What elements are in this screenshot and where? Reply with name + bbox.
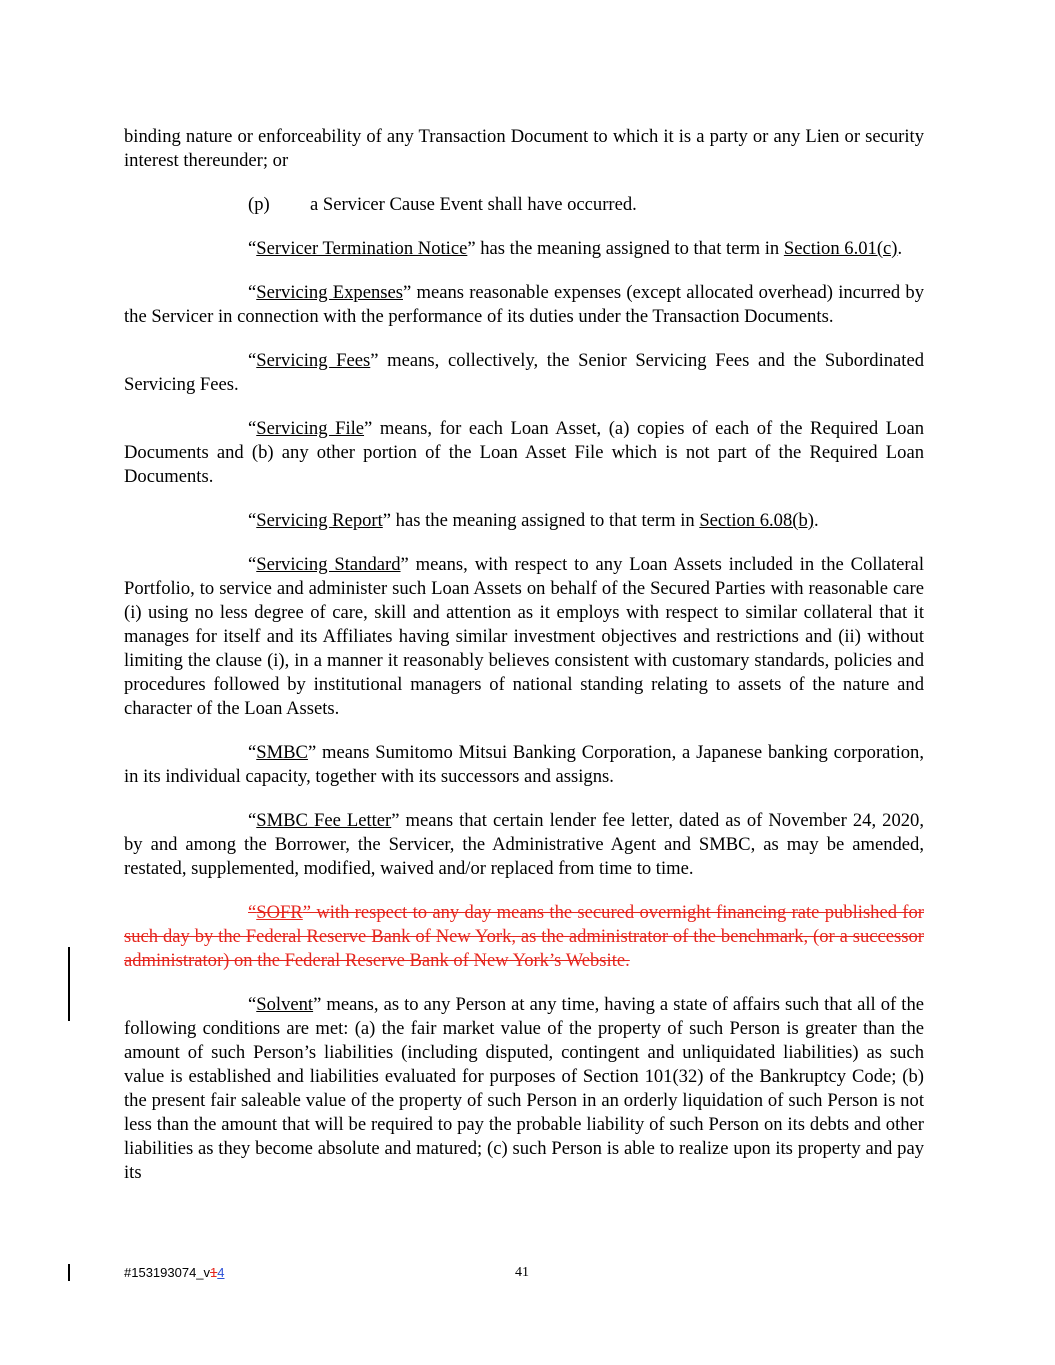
list-item-number: (p) (248, 194, 270, 215)
section-reference: Section 6.01(c) (783, 238, 898, 259)
definition-solvent: “Solvent” means, as to any Person at any time, having a state of affairs such that all of the following conditions are met: (a) the fair market value of the property of such Person is greater than the amount of such Person’s liabilities (including disputed, contingent and unliquidated liabilities) as such value is established and liabilities evaluated for purposes of Section 101(32) of the Bankruptcy Code; (b) the present fair saleable value of the property of such Person in an orderly liquidation of such Person is not less than the amount that will be required to pay the probable liability of such Person on its debts and other liabilities as they become absolute and matured; (c) such Person is able to realize upon its property and pay its (124, 994, 924, 1183)
defined-term: Servicer Termination Notice (256, 238, 468, 259)
change-bar-footer (68, 1264, 70, 1281)
definition-servicing-standard: “Servicing Standard” means, with respect to any Loan Assets included in the Collateral Portfolio, to service and administer such Loan Assets on behalf of the Secured Parties with reasonable care (i) using no less degree of care, skill and attention as it employs with respect to similar collateral that it manages for itself and its Affiliates having similar investment objectives and restrictions and (ii) without limiting the clause (i), in a manner it reasonably believes consistent with customary standards, policies and procedures followed by institutional managers of national standing relating to assets of the nature and character of the Loan Assets. (124, 554, 924, 719)
document-body (124, 125, 924, 1205)
defined-term: Servicing Expenses (256, 282, 403, 303)
deleted-version: 1 (210, 1265, 218, 1280)
deleted-definition-sofr: “SOFR” with respect to any day means the secured overnight financing rate published for such day by the Federal Reserve Bank of New York, as the administrator of the benchmark, (or a successor administrator) on the Federal Reserve Bank of New York’s Website. (124, 902, 924, 971)
inserted-version: 4 (217, 1265, 225, 1280)
section-reference: Section 6.08(b) (699, 510, 814, 531)
defined-term: Servicing Standard (256, 554, 401, 575)
definition-smbc: “SMBC” means Sumitomo Mitsui Banking Corporation, a Japanese banking corporation, in its individual capacity, together with its successors and assigns. (124, 742, 924, 787)
definition-servicing-expenses: “Servicing Expenses” means reasonable expenses (except allocated overhead) incurred by the Servicer in connection with the performance of its duties under the Transaction Documents. (124, 282, 924, 327)
change-bar-sofr (68, 947, 70, 1021)
list-item-p (248, 193, 924, 217)
list-item-text: a Servicer Cause Event shall have occurred. (310, 194, 637, 215)
defined-term: SMBC (256, 742, 308, 763)
defined-term: Solvent (256, 994, 314, 1015)
defined-term: SMBC Fee Letter (256, 810, 392, 831)
definition-servicing-fees: “Servicing Fees” means, collectively, the Senior Servicing Fees and the Subordinated Servicing Fees. (124, 350, 924, 395)
definition-servicing-file: “Servicing File” means, for each Loan Asset, (a) copies of each of the Required Loan Documents and (b) any other portion of the Loan Asset File which is not part of the Required Loan Documents. (124, 418, 924, 487)
continuation-paragraph: binding nature or enforceability of any Transaction Document to which it is a party or any Lien or security interest thereunder; or (124, 126, 924, 171)
defined-term: Servicing Report (256, 510, 383, 531)
definition-smbc-fee-letter: “SMBC Fee Letter” means that certain lender fee letter, dated as of November 24, 2020, by and among the Borrower, the Servicer, the Administrative Agent and SMBC, as may be amended, restated, supplemented, modified, waived and/or replaced from time to time. (124, 810, 924, 879)
defined-term: Servicing File (256, 418, 365, 439)
page-number: 41 (515, 1265, 529, 1280)
defined-term: Servicing Fees (256, 350, 371, 371)
definition-servicer-termination-notice: “Servicer Termination Notice” has the meaning assigned to that term in Section 6.01(c). (248, 238, 903, 259)
defined-term: SOFR (256, 902, 303, 923)
footer-document-id: #153193074_v14 (124, 1265, 225, 1280)
definition-servicing-report: “Servicing Report” has the meaning assigned to that term in Section 6.08(b). (248, 510, 819, 531)
